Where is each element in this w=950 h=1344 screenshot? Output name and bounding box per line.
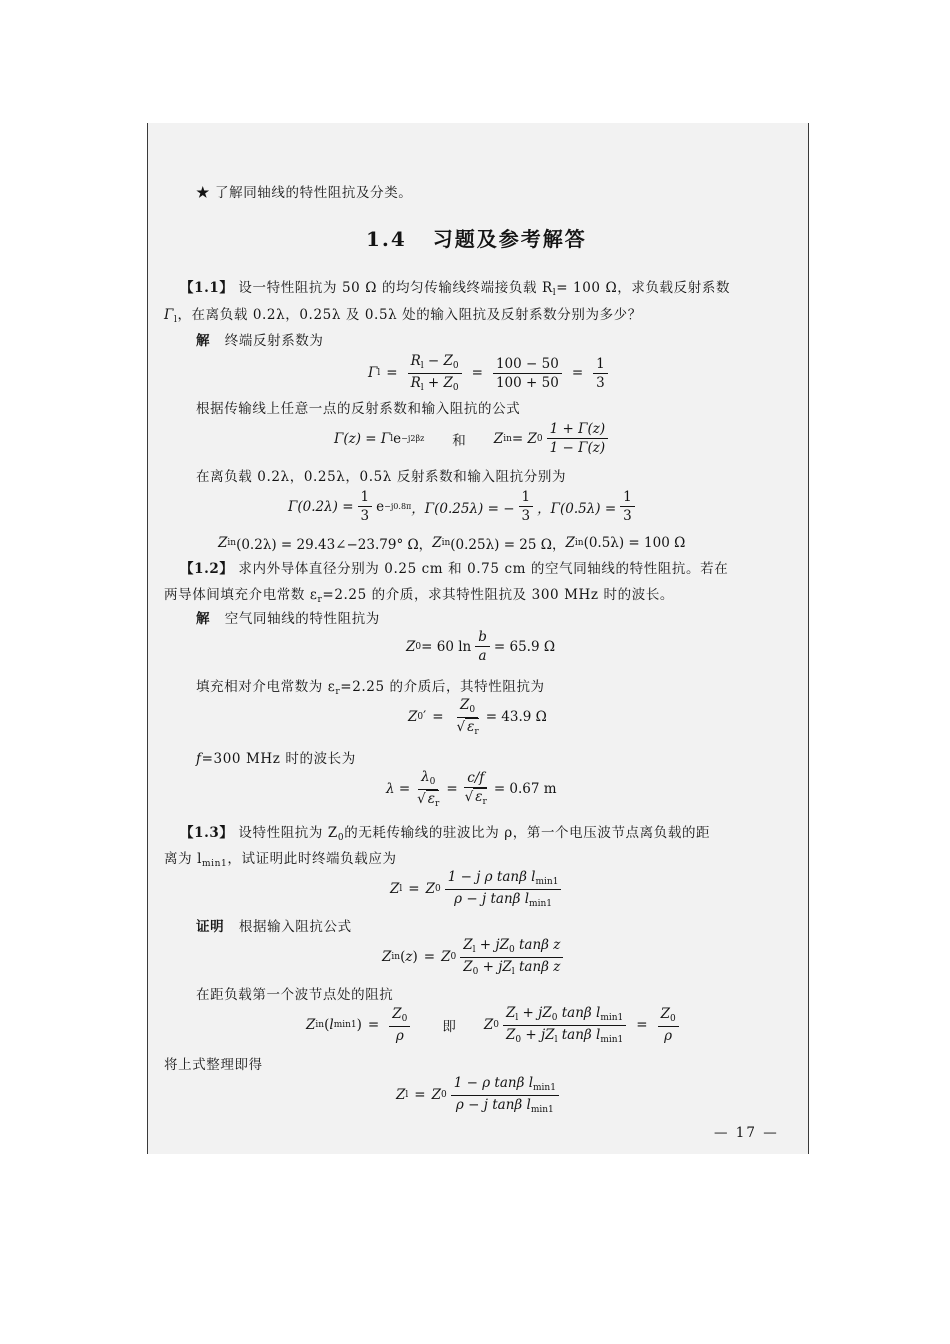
text-line: 在距负载第一个波节点处的阻抗 <box>196 987 394 1003</box>
subscript: l <box>377 368 381 379</box>
equation-3: Γ(0.2λ) = $\frac{1}{3}$ e −j0.8π ，Γ(0.25λ) = − $\frac{1}{3}$ ，Γ(0.5λ) = $\frac{1}{3}$ <box>288 489 639 524</box>
problem-1-1-line-1 <box>180 276 730 298</box>
equation-10: Z in ( l min1 ) = $\frac{Z_0}{\rho}$ 即 Z 0 $\frac{Z_l + jZ_0 \tan\beta l_{min1}}{Z_0 + jZ_l \tan\beta l_{min1}}$ = $\frac{Z_0}{\rho}$ <box>306 1005 683 1046</box>
problem-1-3-line-2: 离为 $l_{min1}$，试证明此时终端负载应为 <box>164 851 397 869</box>
proof-intro: 证明 根据输入阻抗公式 <box>196 919 352 935</box>
ji-word: 即 <box>442 1019 456 1036</box>
fraction: $\frac{R_l - Z_0}{R_l + Z_0}$ <box>408 353 462 394</box>
problem-tag: 【1.2】 <box>180 561 234 577</box>
subscript: l <box>552 288 557 298</box>
equation-7: λ = $\frac{\lambda_0}{√ \varepsilon_r}$ = $\frac{c/f}{√ \varepsilon_r}$ = 0.67 m <box>386 769 557 809</box>
equation-6: Z 0 ′ = $\frac{Z_0}{√ \varepsilon_r}$ = 43.9 Ω <box>408 697 547 737</box>
section-title: 习题及参考解答 <box>432 227 587 251</box>
page-number: — 17 — <box>714 1125 779 1141</box>
solution-label: 解 <box>196 333 211 349</box>
and-word: 和 <box>452 432 466 449</box>
equation-1: Γ l = $\frac{R_l - Z_0}{R_l + Z_0}$ = $\frac{100 - 50}{100 + 50}$ = $\frac{1}{3}$ <box>368 353 612 394</box>
problem-tag: 【1.1】 <box>180 280 234 296</box>
text: 终端反射系数为 <box>224 333 324 349</box>
objective-line: ★ 了解同轴线的特性阻抗及分类。 <box>196 185 413 201</box>
equation-5: Z 0 = 60 ln $\frac{b}{a}$ = 65.9 Ω <box>406 629 556 665</box>
problem-tag: 【1.3】 <box>180 825 234 841</box>
subscript: l <box>173 315 178 325</box>
symbol: Γ <box>368 365 378 382</box>
section-heading <box>366 223 587 252</box>
text-line: 根据传输线上任意一点的反射系数和输入阻抗的公式 <box>196 401 521 417</box>
problem-1-3-line-1: 【1.3】 设特性阻抗为 $Z_0$的无耗传输线的驻波比为 ρ，第一个电压波节点离负载的距 <box>180 825 711 843</box>
book-page <box>147 123 809 1154</box>
text: Γ(z) = Γ <box>334 430 391 447</box>
problem-1-2-line-2: 两导体间填充介电常数 $\varepsilon_r=2.25$ 的介质，求其特性阻抗及 300 MHz 时的波长。 <box>164 587 675 605</box>
equation-2: Γ(z) = Γ l e −j2βz 和 Z in = Z 0 $\frac{1 + \Gamma(z)}{1 - \Gamma(z)}$ <box>334 421 612 456</box>
text-line: 填充相对介电常数为 $\varepsilon_r=2.25$ 的介质后，其特性阻抗为 <box>196 679 545 697</box>
symbol: Γ <box>164 307 174 323</box>
equation-8: Z l = Z 0 $\frac{1 - j \rho \tan\beta l_{min1}}{\rho - j \tan\beta l_{min1}}$ <box>390 869 565 910</box>
equation-9: Z in ( z ) = Z 0 $\frac{Z_l + jZ_0 \tan\beta z}{Z_0 + jZ_l \tan\beta z}$ <box>382 937 567 978</box>
text: 设一特性阻抗为 50 Ω 的均匀传输线终端接负载 R <box>238 280 553 296</box>
text: = 100 Ω，求负载反射系数 <box>556 280 731 296</box>
fraction: $\frac{100 - 50}{100 + 50}$ <box>493 356 562 391</box>
fraction: $\frac{1 + \Gamma(z)}{1 - \Gamma(z)}$ <box>547 421 609 456</box>
equation-4: Z in (0.2λ) = 29.43∠−23.79° Ω， Z in (0.25λ) = 25 Ω， Z in (0.5λ) = 100 Ω <box>218 535 686 553</box>
equation-11: Z l = Z 0 $\frac{1 - \rho \tan\beta l_{min1}}{\rho - j \tan\beta l_{min1}}$ <box>396 1075 563 1116</box>
text-line: 在离负载 0.2λ，0.25λ，0.5λ 反射系数和输入阻抗分别为 <box>196 469 567 485</box>
proof-label: 证明 <box>196 919 225 935</box>
text-line: 将上式整理即得 <box>164 1057 263 1073</box>
equals: = <box>386 365 398 382</box>
text: ，在离负载 0.2λ，0.25λ 及 0.5λ 处的输入阻抗及反射系数分别为多少？ <box>177 307 642 323</box>
fraction: $\frac{1}{3}$ <box>593 356 608 391</box>
text-line: f=300 MHz 时的波长为 <box>196 751 356 767</box>
solution-1-1-intro <box>196 329 324 349</box>
solution-1-2-intro: 解 空气同轴线的特性阻抗为 <box>196 611 380 627</box>
section-number: 1.4 <box>366 227 407 251</box>
problem-1-1-line-2 <box>164 303 642 325</box>
problem-1-2-line-1: 【1.2】 求内外导体直径分别为 0.25 cm 和 0.75 cm 的空气同轴线的特性阻抗。若在 <box>180 561 729 577</box>
